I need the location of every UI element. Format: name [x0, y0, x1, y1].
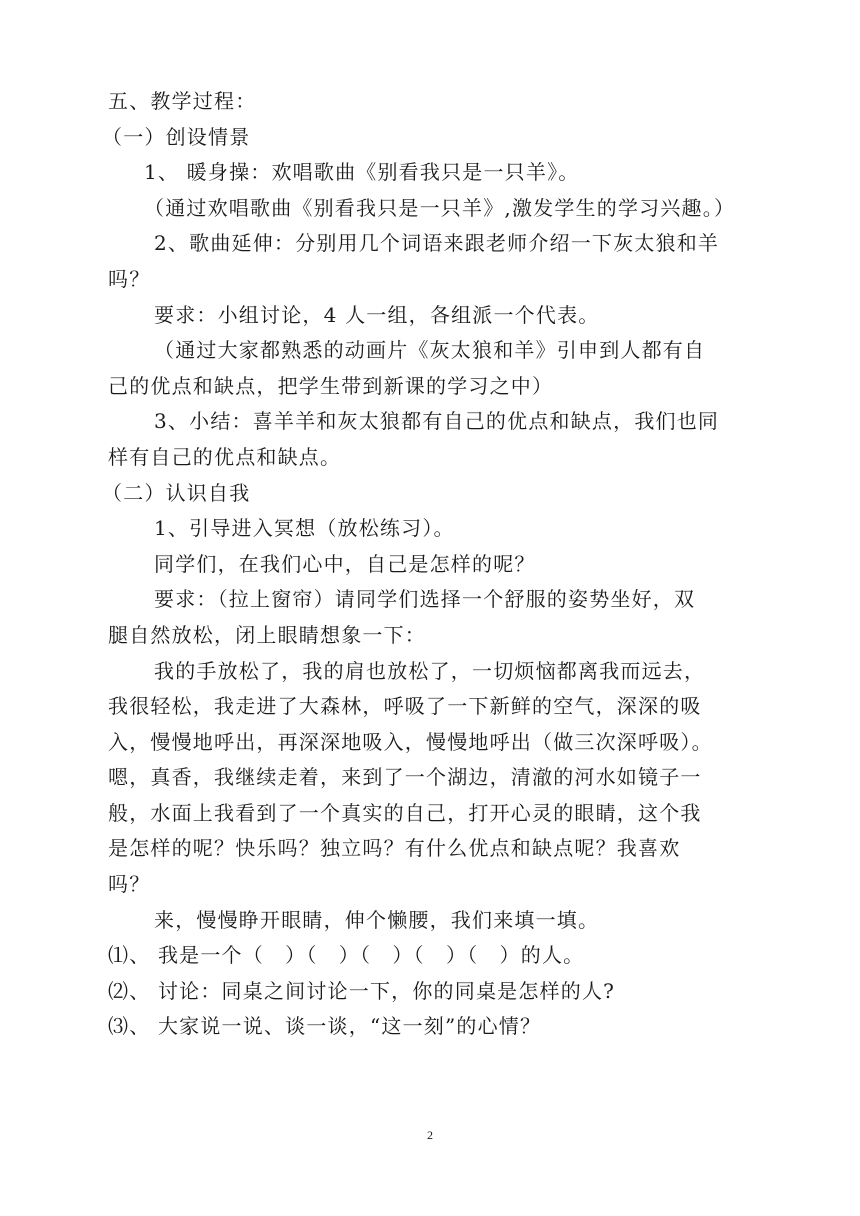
paragraph-line: 要求：小组讨论，4 人一组，各组派一个代表。 [154, 302, 600, 327]
subsection-heading-create-scene: （一）创设情景 [102, 124, 251, 149]
paragraph-line: 我很轻松，我走进了大森林，呼吸了一下新鲜的空气，深深的吸 [108, 694, 702, 719]
paragraph-line: 般，水面上我看到了一个真实的自己，打开心灵的眼睛，这个我 [108, 800, 702, 825]
list-item-share-feelings: ⑶、 大家说一说、谈一谈，“这一刻”的心情？ [108, 1014, 542, 1039]
list-item-discussion: ⑵、 讨论：同桌之间讨论一下，你的同桌是怎样的人? [108, 978, 616, 1003]
paragraph-line: （通过欢唱歌曲《别看我只是一只羊》,激发学生的学习兴趣。） [144, 195, 736, 220]
paragraph-line: （通过大家都熟悉的动画片《灰太狼和羊》引申到人都有自 [154, 338, 706, 363]
paragraph-line: 吗？ [108, 266, 151, 291]
paragraph-line: 2、歌曲延伸：分别用几个词语来跟老师介绍一下灰太狼和羊 [154, 231, 720, 256]
subsection-heading-know-self: （二）认识自我 [102, 480, 251, 505]
paragraph-line: 腿自然放松，闭上眼睛想象一下： [108, 622, 426, 647]
paragraph-line: 嗯，真香，我继续走着，来到了一个湖边，清澈的河水如镜子一 [108, 765, 702, 790]
list-item-fill-blank: ⑴、 我是一个（ ）（ ）（ ）（ ）（ ）的人。 [108, 943, 585, 968]
paragraph-line: 是怎样的呢？快乐吗？独立吗？有什么优点和缺点呢？我喜欢 [108, 836, 681, 861]
paragraph-line: 入，慢慢地呼出，再深深地吸入，慢慢地呼出（做三次深呼吸）。 [108, 729, 713, 754]
section-heading-teaching-process: 五、教学过程： [108, 89, 257, 113]
paragraph-line: 吗？ [108, 872, 151, 897]
paragraph-line: 我的手放松了，我的肩也放松了，一切烦恼都离我而远去， [154, 658, 706, 683]
paragraph-line: 己的优点和缺点，把学生带到新课的学习之中） [108, 373, 554, 398]
page-number: 2 [427, 1128, 433, 1142]
paragraph-line: 1、引导进入冥想（放松练习）。 [154, 516, 455, 541]
paragraph-line: 要求：（拉上窗帘）请同学们选择一个舒服的姿势坐好，双 [154, 587, 696, 612]
paragraph-line: 来，慢慢睁开眼睛，伸个懒腰，我们来填一填。 [154, 907, 600, 932]
paragraph-line: 3、小结：喜羊羊和灰太狼都有自己的优点和缺点，我们也同 [154, 409, 720, 434]
paragraph-line: 1、 暖身操：欢唱歌曲《别看我只是一只羊》。 [144, 160, 580, 185]
paragraph-line: 同学们，在我们心中，自己是怎样的呢？ [154, 551, 536, 576]
body-text [102, 84, 758, 1045]
paragraph-line: 样有自己的优点和缺点。 [108, 444, 342, 469]
